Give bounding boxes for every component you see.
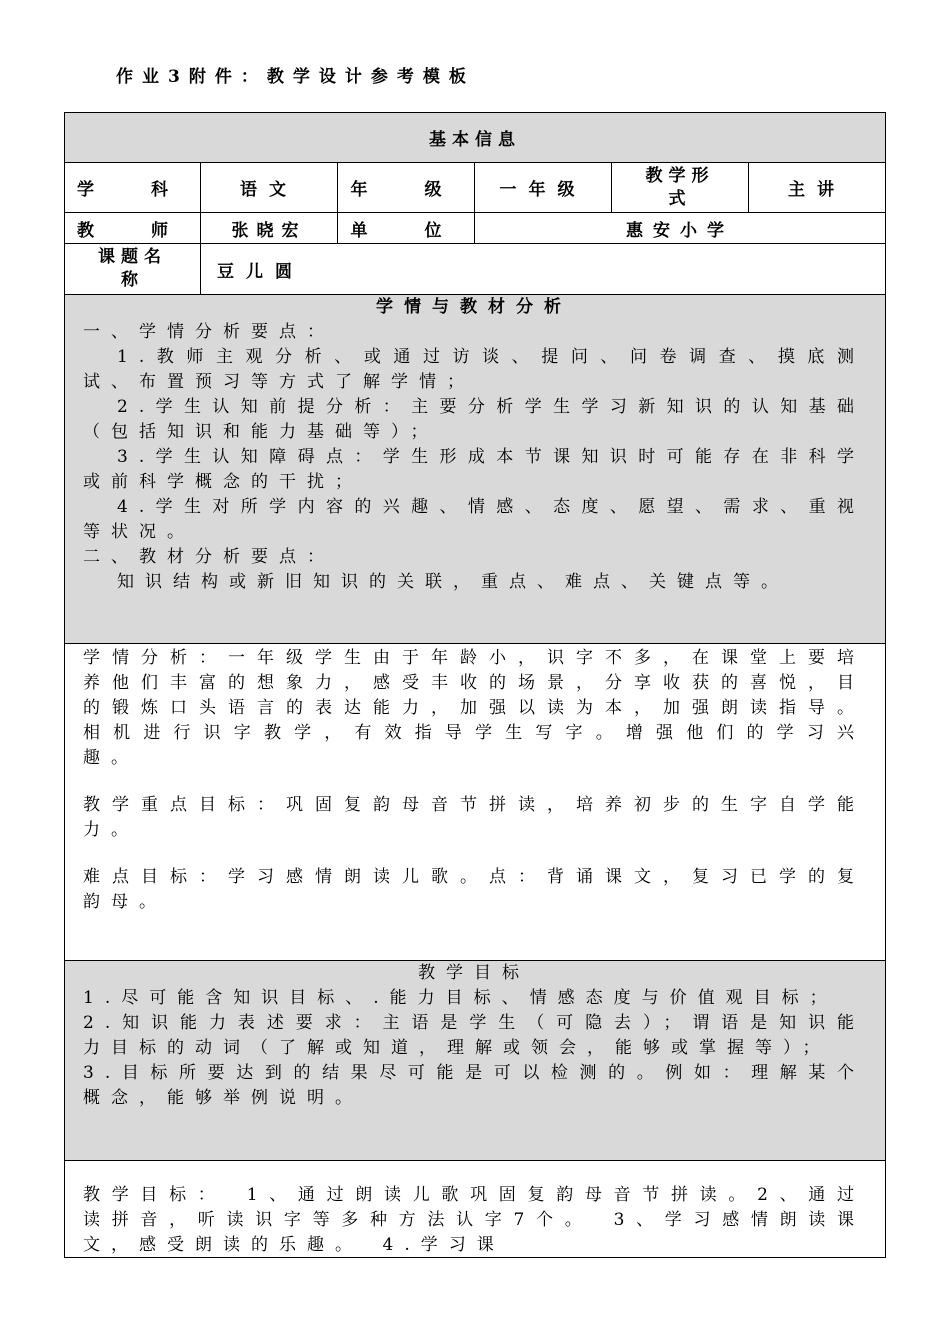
analysis-guide-title: 学情与教材分析 <box>376 297 572 317</box>
analysis-guide-line-5: 4.学生对所学内容的兴趣、情感、态度、愿望、需求、重视等状况。 <box>83 497 865 542</box>
grade-label: 年 级 <box>338 163 475 212</box>
objectives-guide-block <box>83 961 865 1111</box>
objectives-guide-line-2: 2.知识能力表述要求：主语是学生（可隐去）；谓语是知识能力目标的动词（了解或知道，理解或领会，能够或掌握等）； <box>83 1013 865 1058</box>
objectives-guide-row <box>65 961 885 1161</box>
key-objective-text: 教学重点目标：巩固复韵母音节拼读，培养初步的生字自学能力。 <box>83 795 865 840</box>
document-title: 作业3附件：教学设计参考模板 <box>116 67 475 87</box>
objectives-guide-line-3: 3.目标所要达到的结果尽可能是可以检测的。例如：理解某个概念，能够举例说明。 <box>83 1063 865 1108</box>
topic-value: 豆儿圆 <box>217 261 304 282</box>
analysis-guide-block <box>83 295 865 595</box>
objectives-content-block <box>83 1183 865 1258</box>
analysis-guide-line-2: 1.教师主观分析、或通过访谈、提问、问卷调查、摸底测试、布置预习等方式了解学情； <box>83 347 865 392</box>
subject-value: 语文 <box>201 163 338 212</box>
teacher-row <box>65 213 885 244</box>
grade-value: 一年级 <box>475 163 612 212</box>
lesson-plan-table <box>64 112 886 1258</box>
teacher-label: 教 师 <box>65 213 201 243</box>
analysis-content-block <box>83 646 865 915</box>
objectives-guide-line-1: 1.尽可能含知识目标、.能力目标、情感态度与价值观目标； <box>83 988 838 1008</box>
unit-label: 单 位 <box>338 213 475 243</box>
unit-value: 惠安小学 <box>626 220 734 241</box>
subject-label: 学 科 <box>65 163 201 212</box>
form-label: 教学形式 <box>612 163 749 212</box>
topic-label: 课题名称 <box>65 244 201 294</box>
teacher-value: 张晓宏 <box>201 213 338 243</box>
analysis-guide-line-4: 3.学生认知障碍点：学生形成本节课知识时可能存在非科学或前科学概念的干扰； <box>83 447 865 492</box>
difficulty-objective-text: 难点目标：学习感情朗读儿歌。点：背诵课文，复习已学的复韵母。 <box>83 867 865 912</box>
form-value: 主讲 <box>788 180 846 200</box>
basic-info-header-row <box>65 113 885 163</box>
analysis-guide-line-3: 2.学生认知前提分析：主要分析学生学习新知识的认知基础（包括知识和能力基础等）； <box>83 397 865 442</box>
subject-row <box>65 163 885 213</box>
objectives-content-row <box>65 1161 885 1257</box>
topic-row <box>65 244 885 295</box>
analysis-guide-line-1: 一、学情分析要点： <box>83 322 335 342</box>
analysis-content-row <box>65 644 885 961</box>
analysis-guide-line-7: 知识结构或新旧知识的关联，重点、难点、关键点等。 <box>117 572 789 592</box>
basic-info-header: 基本信息 <box>429 130 521 150</box>
objectives-guide-title: 教学目标 <box>418 963 530 983</box>
learner-analysis-text: 学情分析：一年级学生由于年龄小，识字不多，在课堂上要培养他们丰富的想象力，感受丰收的场景，分享收获的喜悦，目的锻炼口头语言的表达能力，加强以读为本，加强朗读指导。相机进行识字教学，有效指导学生写字。增强他们的学习兴趣。 <box>83 648 865 768</box>
analysis-guide-line-6: 二、教材分析要点： <box>83 547 335 567</box>
analysis-guide-row <box>65 295 885 644</box>
objectives-content-text: 教学目标： 1、通过朗读儿歌巩固复韵母音节拼读。2、通过读拼音，听读识字等多种方法认字7个。 3、学习感情朗读课文，感受朗读的乐趣。 4.学习课 <box>83 1185 865 1255</box>
